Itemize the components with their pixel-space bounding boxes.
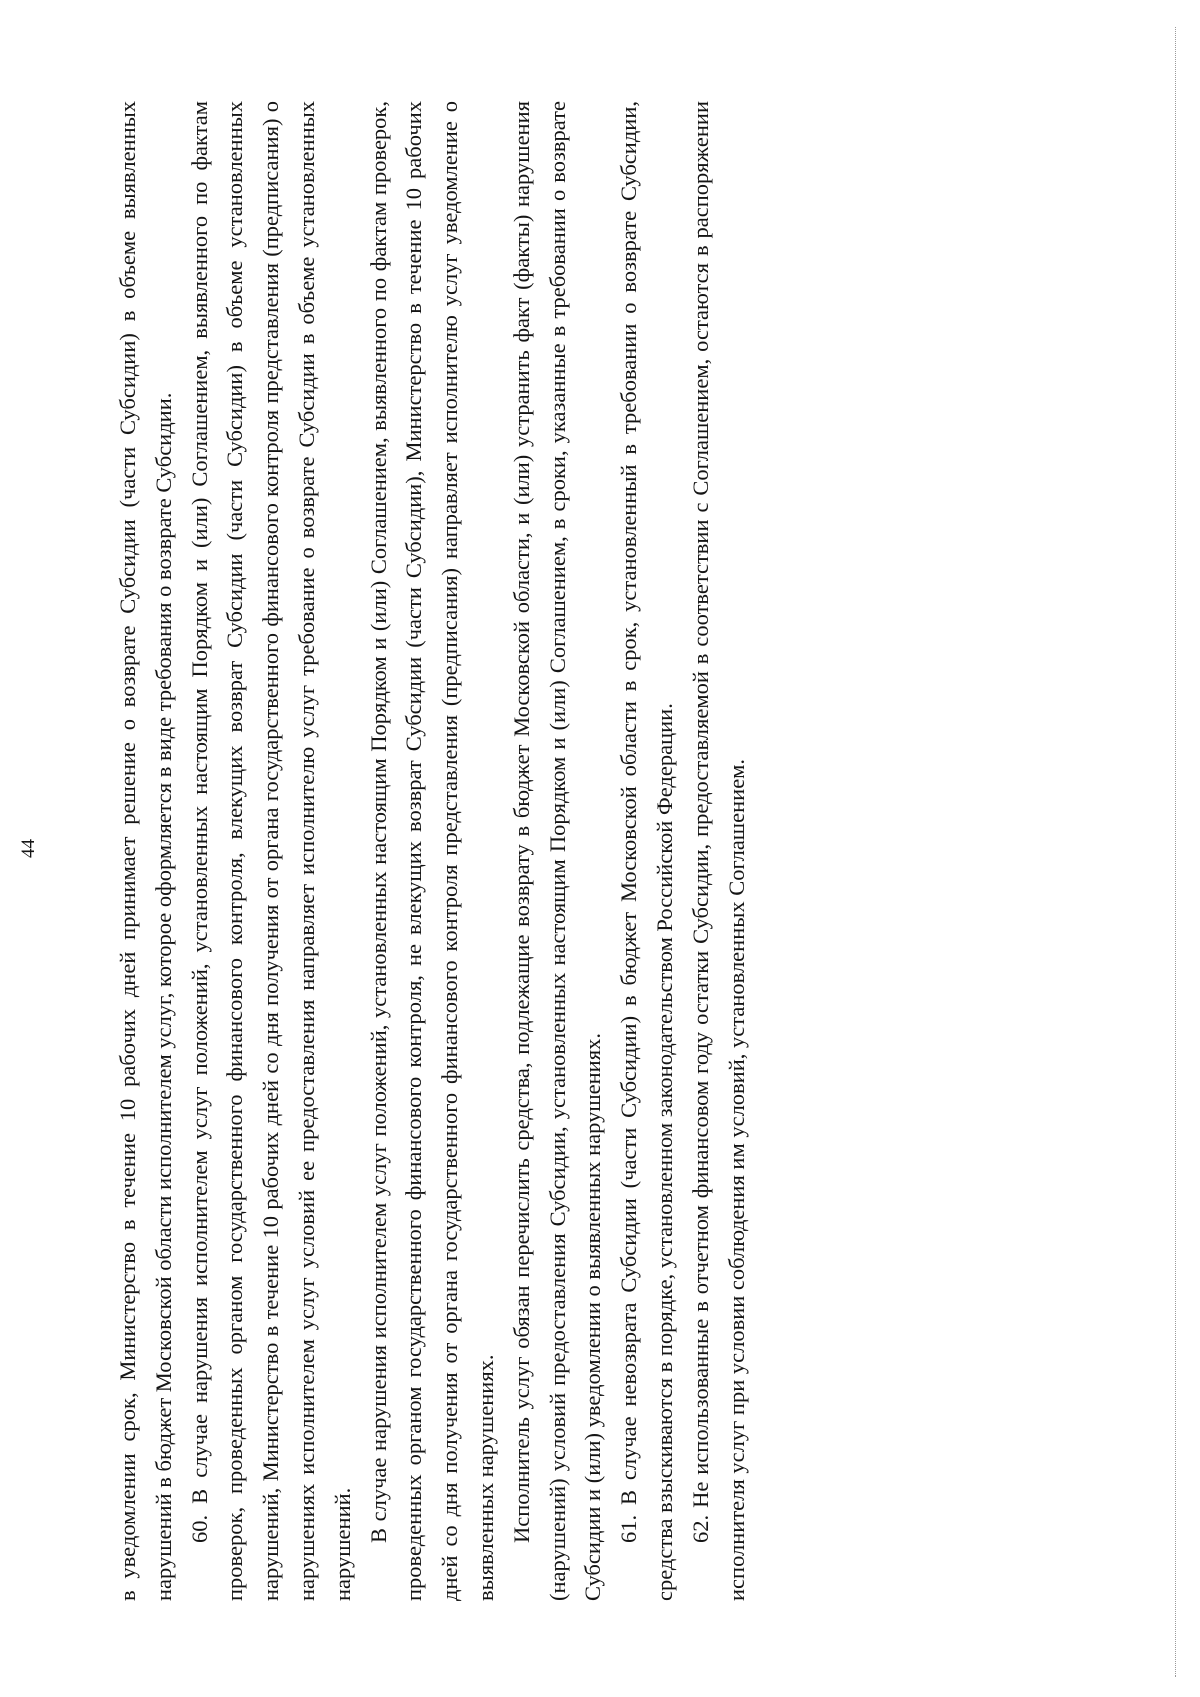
- paragraph: в уведомлении срок, Министерство в течение 10 рабочих дней принимает решение о возврате Субсидии (части Субсидии) в объеме выявленных нарушений в бюджет Московской области исполнителем услуг, которое оформляется в виде требования о возврате Субсидии.: [115, 101, 176, 1601]
- document-body: [110, 101, 754, 1601]
- paragraph: В случае нарушения исполнителем услуг положений, установленных настоящим Порядком и (или) Соглашением, выявленного по фактам проверок, проведенных органом государственного финансового контроля, не влекущих возврат Субсидии (части Субсидии), Министерство в течение 10 рабочих дней со дня получения от органа государственного финансового контроля представления (предписания) направляет исполнителю услуг уведомление о выявленных нарушениях.: [365, 101, 498, 1601]
- paragraph: 61. В случае невозврата Субсидии (части Субсидии) в бюджет Московской области в срок, установленный в требовании о возврате Субсидии, средства взыскиваются в порядке, установленном законодательством Российской Федерации.: [616, 101, 677, 1601]
- paragraph: Исполнитель услуг обязан перечислить средства, подлежащие возврату в бюджет Московской области, и (или) устранить факт (факты) нарушения (нарушений) условий предоставления Субсидии, установленных настоящим Порядком и (или) Соглашением, в сроки, указанные в требовании о возврате Субсидии и (или) уведомлении о выявленных нарушениях.: [508, 101, 606, 1601]
- paragraph: 60. В случае нарушения исполнителем услуг положений, установленных настоящим Порядком и (или) Соглашением, выявленного по фактам проверок, проведенных органом государственного финансового контроля, влекущих возврат Субсидии (части Субсидии) в объеме установленных нарушений, Министерство в течение 10 рабочих дней со дня получения от органа государственного финансового контроля представления (предписания) о нарушениях исполнителем услуг условий ее предоставления направляет исполнителю услуг требование о возврате Субсидии в объеме установленных нарушений.: [186, 101, 355, 1601]
- paragraph: 62. Не использованные в отчетном финансовом году остатки Субсидии, предоставляемой в соответствии с Соглашением, остаются в распоряжении исполнителя услуг при условии соблюдения им условий, установленных Соглашением.: [687, 101, 749, 1601]
- scan-edge-noise: [1175, 27, 1176, 1677]
- page-number: 44: [18, 839, 39, 858]
